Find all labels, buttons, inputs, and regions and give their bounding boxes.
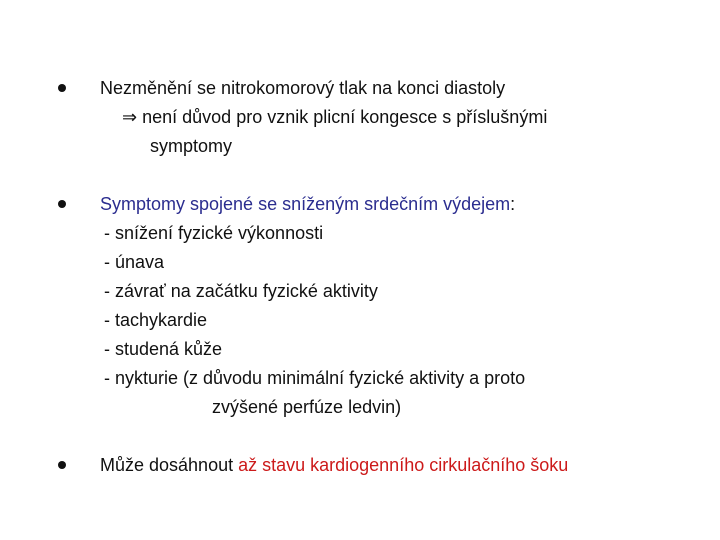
bullet-1-line-2 bbox=[122, 106, 547, 128]
bullet-dot-2 bbox=[58, 200, 66, 208]
bullet-3-emphasis: až stavu kardiogenního cirkulačního šoku bbox=[238, 455, 569, 475]
bullet-2-heading bbox=[100, 193, 515, 215]
bullet-1-line-3: symptomy bbox=[150, 136, 233, 156]
bullet-1-line-2-text: není důvod pro vznik plicní kongesce s příslušnými bbox=[142, 107, 548, 127]
symptom-item-6-continuation: zvýšené perfúze ledvin) bbox=[212, 397, 402, 417]
bullet-3-prefix: Může dosáhnout bbox=[100, 455, 239, 475]
symptom-item-6: - nykturie (z důvodu minimální fyzické aktivity a proto bbox=[104, 368, 526, 388]
symptom-item-5: - studená kůže bbox=[104, 339, 223, 359]
symptom-item-2: - únava bbox=[104, 252, 165, 272]
bullet-2-heading-text: Symptomy spojené se sníženým srdečním výdejem bbox=[100, 194, 511, 214]
bullet-2-colon: : bbox=[510, 194, 516, 214]
symptom-item-3: - závrať na začátku fyzické aktivity bbox=[104, 281, 378, 301]
implies-arrow-icon: ⇒ bbox=[122, 107, 138, 127]
bullet-3-line bbox=[100, 454, 568, 476]
bullet-1-line-1: Nezměnění se nitrokomorový tlak na konci diastoly bbox=[100, 78, 506, 98]
bullet-dot-3 bbox=[58, 461, 66, 469]
symptom-item-1: - snížení fyzické výkonnosti bbox=[104, 223, 324, 243]
bullet-dot-1 bbox=[58, 84, 66, 92]
symptom-item-4: - tachykardie bbox=[104, 310, 208, 330]
